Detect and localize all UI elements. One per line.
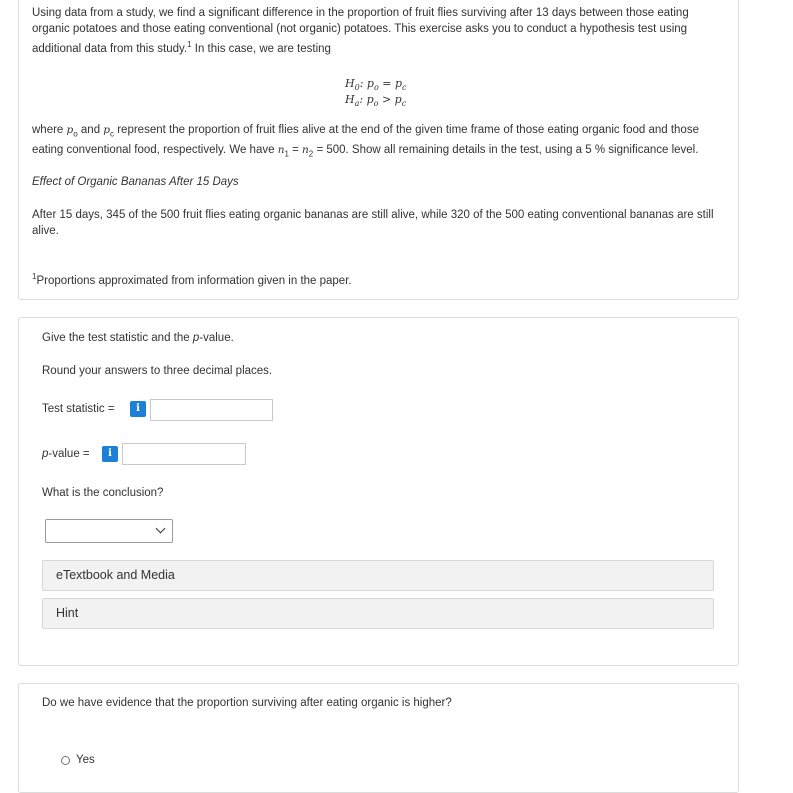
problem-card [18,0,739,300]
alternative-hypothesis: $H_a$: $p_o > p_c$ [345,93,407,109]
conclusion-select[interactable] [45,519,173,543]
null-hypothesis: $H_0$: $p_o = p_c$ [345,77,407,93]
problem-definitions: where $p_o$ and $p_c$ represent the proportion of fruit flies alive at the end of the given time frame of those eating organic food and those eating conventional food, respectively. We have $n_1 = n_2 = 500$. Show all remaining details in the test, using a 5 % significance level. [32,124,699,159]
problem-subheading: Effect of Organic Bananas After 15 Days [32,176,239,188]
info-icon[interactable]: i [102,446,118,462]
etextbook-button[interactable]: eTextbook and Media [42,560,714,591]
footnote: $^1$Proportions approximated from information given in the paper. [32,272,352,287]
part1-question: Give the test statistic and the p-value. [42,332,234,344]
chevron-down-icon [156,524,166,534]
problem-intro: Using data from a study, we find a significant difference in the proportion of fruit flies surviving after 13 days between those eating organic potatoes and those eating conventional (not organic) potatoes. This exercise asks you to conduct a hypothesis test using additional data from this study.$^1$ In this case, we are testing [32,7,689,55]
problem-data: After 15 days, 345 of the 500 fruit flies eating organic bananas are still alive, while 320 of the 500 eating conventional bananas are still alive. [32,209,714,237]
part1-card [18,317,739,666]
p-value-label: p-value = [42,448,90,460]
radio-icon[interactable] [61,756,70,765]
conclusion-question: What is the conclusion? [42,487,164,499]
test-statistic-input[interactable] [150,399,273,421]
part2-card [18,683,739,793]
hint-button[interactable]: Hint [42,598,714,629]
info-icon[interactable]: i [130,401,146,417]
p-value-input[interactable] [122,443,246,465]
option-yes-label: Yes [76,754,95,766]
rounding-instruction: Round your answers to three decimal places. [42,365,273,377]
part2-question: Do we have evidence that the proportion surviving after eating organic is higher? [42,697,452,709]
test-statistic-label: Test statistic = [42,403,115,415]
